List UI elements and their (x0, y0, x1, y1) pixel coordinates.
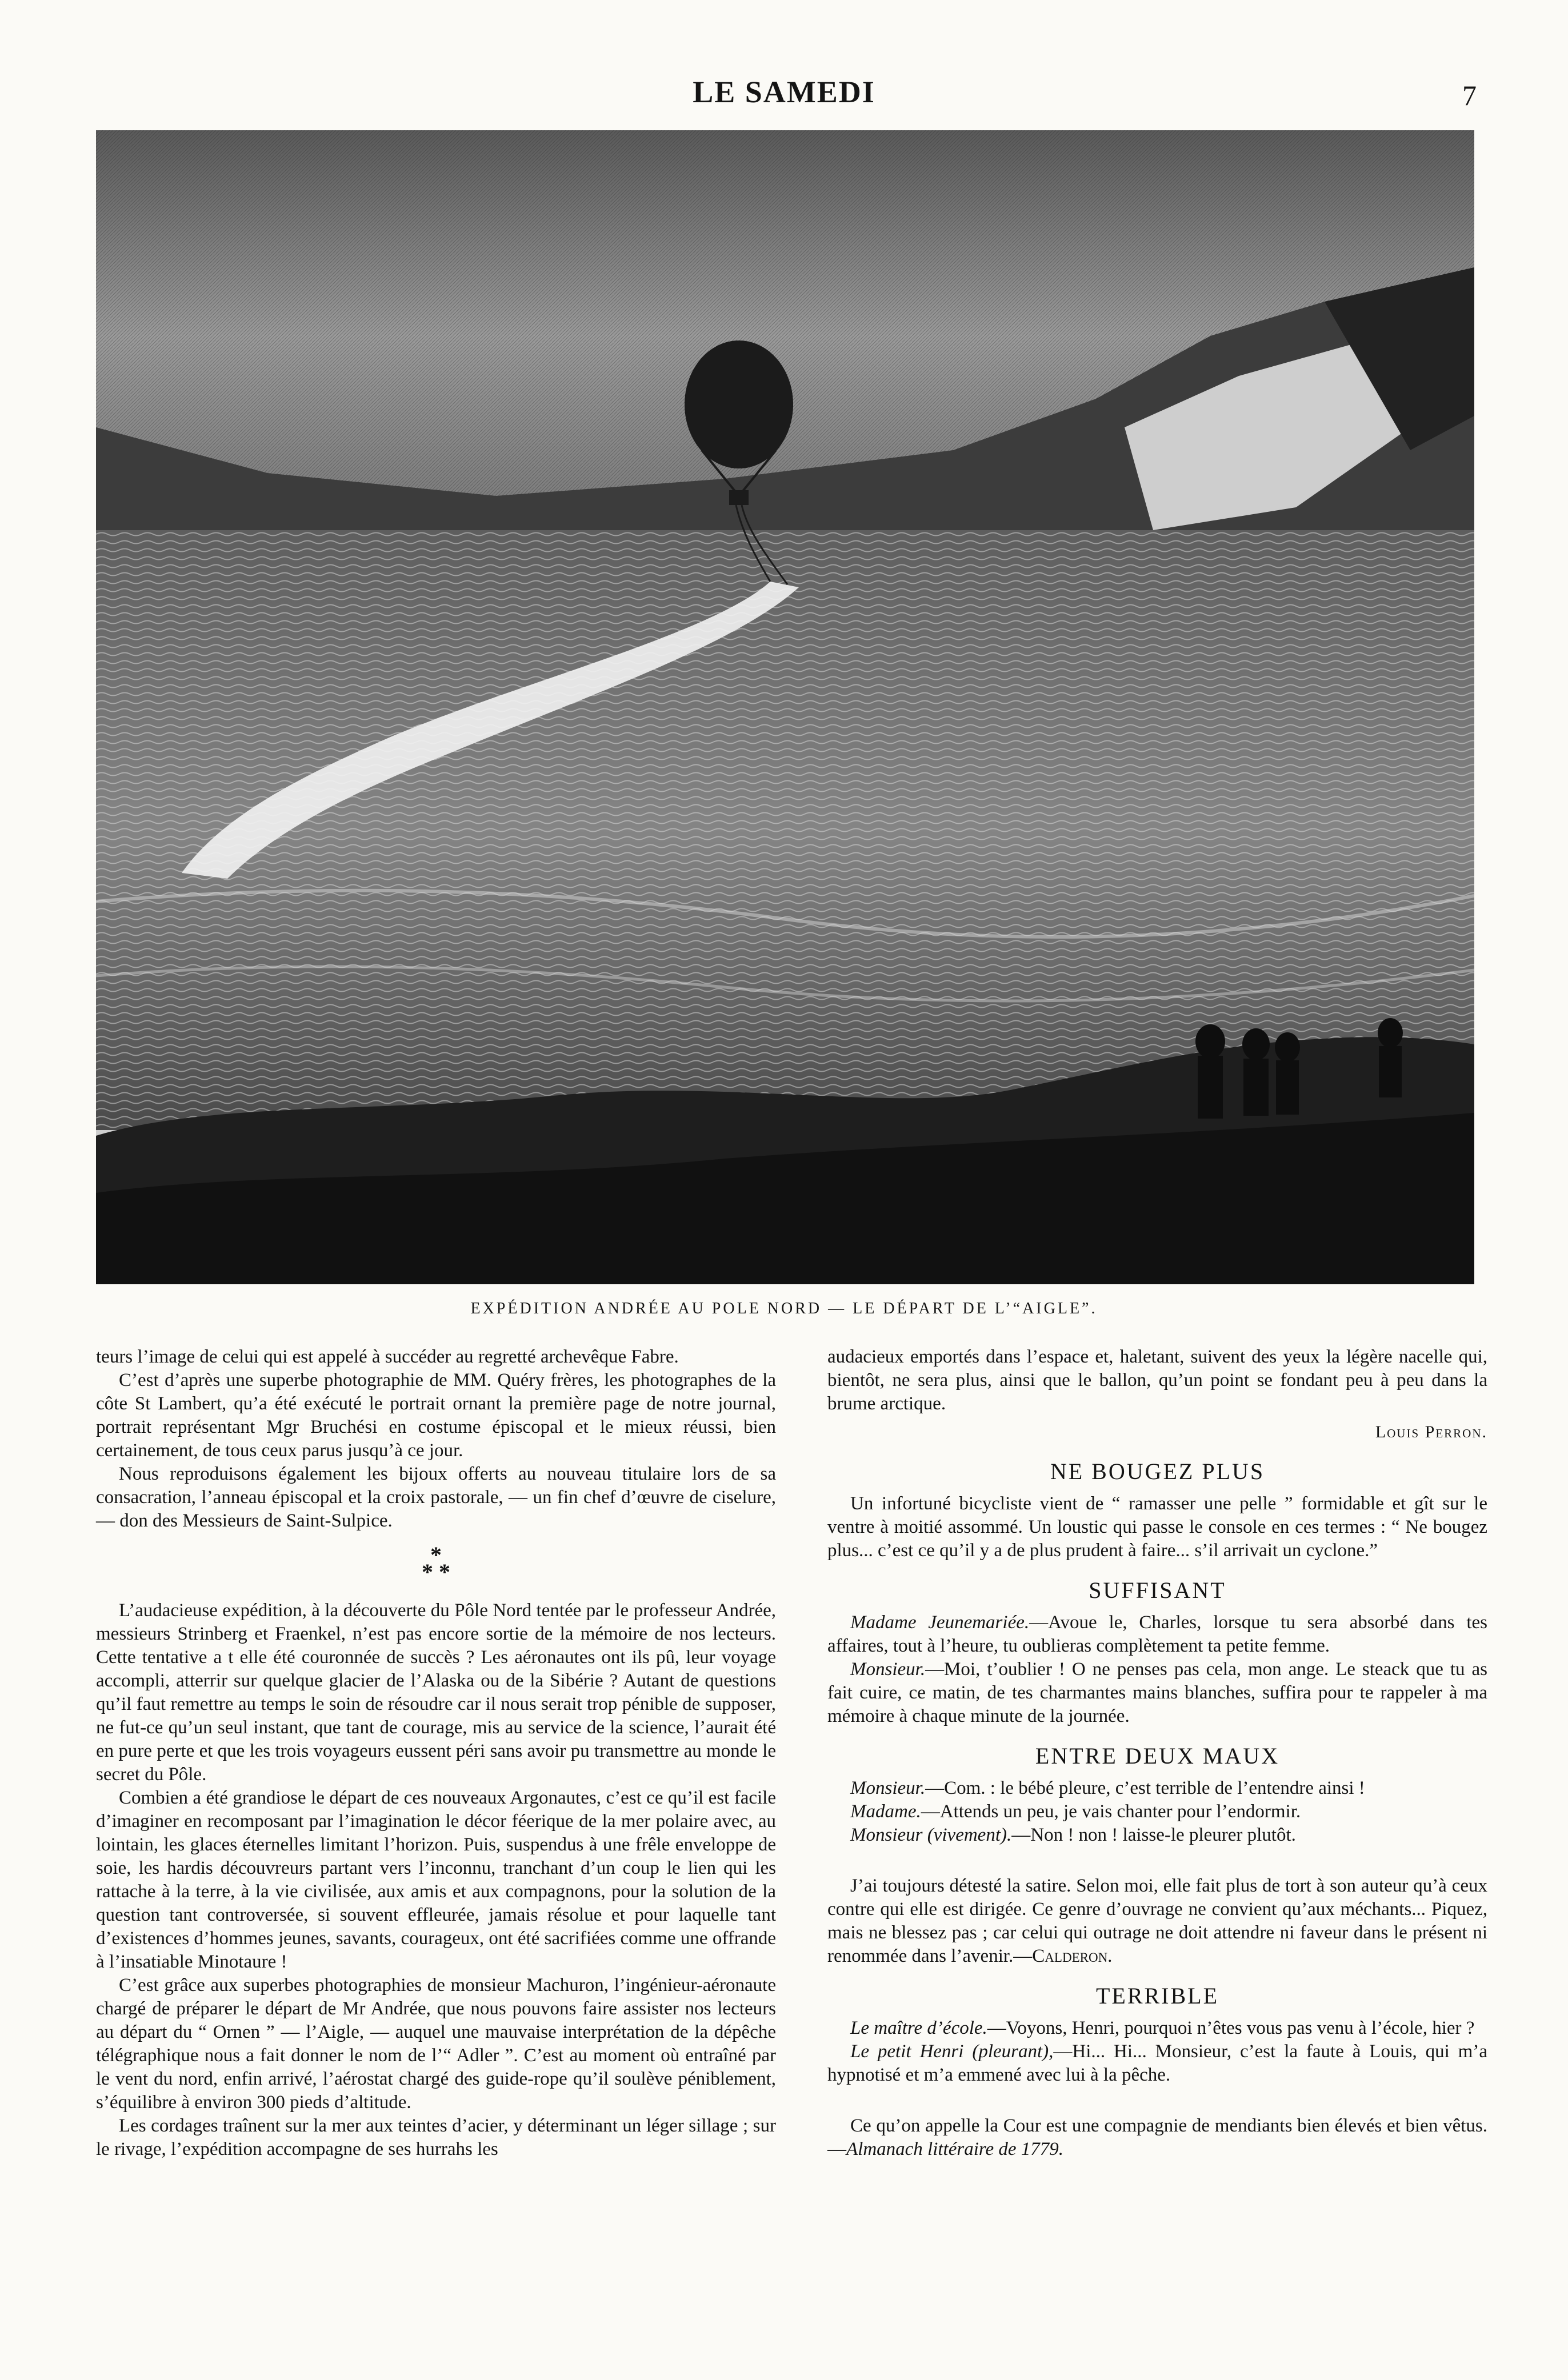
right-column (827, 1345, 1487, 2161)
dialogue-text: —Avoue le, Charles, lorsque tu sera absorbé dans tes affaires, tout à l’heure, tu oublieras complètement ta petite femme. (827, 1612, 1487, 1656)
newspaper-title: LE SAMEDI (693, 75, 875, 109)
quotation (827, 2114, 1487, 2161)
speaker: Le maître d’école. (850, 2018, 987, 2038)
quotation-author: Calderon. (1032, 1946, 1113, 1966)
quotation-source: Almanach littéraire de 1779. (846, 2139, 1064, 2159)
dialogue-line (827, 1777, 1487, 1800)
polar-expedition-engraving (96, 130, 1474, 1284)
paragraph: Nous reproduisons également les bijoux offerts au nouveau titulaire lors de sa consacration, l’anneau épiscopal et la croix pastorale, — un fin chef d’œuvre de ciselure, — don des Messieurs de Saint-Sulpice. (96, 1464, 776, 1531)
speaker: Madame. (850, 1801, 921, 1822)
left-column (96, 1345, 776, 2161)
paragraph: Un infortuné bicycliste vient de “ ramasser une pelle ” formidable et gît sur le ventre à moitié assommé. Un loustic qui passe le console en ces termes : “ Ne bougez plus... c’est ce qu’il y a de plus prudent à faire... s’il arrivait un cyclone.” (827, 1493, 1487, 1561)
paragraph: C’est d’après une superbe photographie de MM. Quéry frères, les photographes de la côte St Lambert, qu’a été exécuté le portrait ornant la première page de notre journal, portrait représentant Mgr Bruchési en costume épiscopal et le mieux réussi, bien certainement, de tous ceux parus jusqu’à ce jour. (96, 1370, 776, 1461)
paragraph: Combien a été grandiose le départ de ces nouveaux Argonautes, c’est ce qu’il est facile d’imaginer en recomposant par l’imagination le décor féerique de la mer polaire avec, au lointain, les glaces éternelles limitant l’horizon. Puis, suspendus à une frêle enveloppe de soie, les hardis découvreurs partant vers l’inconnu, tranchant d’un coup le lien qui les rattache à la terre, à la vie civilisée, aux amis et aux compagnons, pour la solution de la question tant controversée, si souvent effleurée, jamais résolue et pour laquelle tant d’existences d’hommes jeunes, savants, courageux, ont été sacrifiées comme une offrande à l’insatiable Minotaure ! (96, 1788, 776, 1972)
paragraph: audacieux emportés dans l’espace et, haletant, suivent des yeux la légère nacelle qui, bientôt, ne sera plus, ainsi que le ballon, qu’un point se fondant peu à peu dans la brume arctique. (827, 1347, 1487, 1414)
paragraph: L’audacieuse expédition, à la découverte du Pôle Nord tentée par le professeur Andrée, messieurs Strinberg et Fraenkel, n’est pas encore sortie de la mémoire de nos lecteurs. Cette tentative a t elle été couronnée de succès ? Les aéronautes ont ils pû, leur voyage accompli, atterrir sur quelque glacier de l’Alaska ou de la Sibérie ? Autant de questions qu’il faut remettre au temps le soin de résoudre car il nous serait trop pénible de supposer, ne fut-ce qu’un seul instant, que tant de courage, mis au service de la science, l’aurait été en pure perte et que les trois voyageurs eussent péri sans avoir pu transmettre au monde le secret du Pôle. (96, 1600, 776, 1785)
illustration-caption: EXPÉDITION ANDRÉE AU POLE NORD — LE DÉPART DE L’“AIGLE”. (470, 1300, 1098, 1317)
author-signature: Louis Perron. (1375, 1423, 1487, 1441)
quotation-text: Ce qu’on appelle la Cour est une compagnie de mendiants bien élevés et bien vêtus.— (827, 2115, 1487, 2159)
page-number: 7 (1462, 79, 1477, 111)
section-title: ENTRE DEUX MAUX (1035, 1743, 1280, 1769)
paragraph: teurs l’image de celui qui est appelé à succéder au regretté archevêque Fabre. (96, 1347, 679, 1367)
dialogue-line (827, 1800, 1487, 1824)
asterism-separator: * * * (422, 1542, 450, 1585)
dialogue-text: —Attends un peu, je vais chanter pour l’endormir. (921, 1801, 1301, 1822)
dialogue-text: —Voyons, Henri, pourquoi n’êtes vous pas venu à l’école, hier ? (987, 2018, 1475, 2038)
dialogue-text: —Non ! non ! laisse-le pleurer plutôt. (1011, 1825, 1296, 1845)
quotation (827, 1874, 1487, 1968)
speaker: Monsieur (vivement). (850, 1825, 1012, 1845)
dialogue-line (827, 1824, 1487, 1847)
dialogue-line (827, 2017, 1487, 2040)
dialogue-text: —Moi, t’oublier ! O ne penses pas cela, mon ange. Le steack que tu as fait cuire, ce matin, de tes charmantes mains blanches, suffira pour te rappeler à ma mémoire à chaque minute de la journée. (827, 1659, 1487, 1726)
section-title: TERRIBLE (1095, 1983, 1219, 2009)
dialogue-text: —Com. : le bébé pleure, c’est terrible de l’entendre ainsi ! (925, 1778, 1365, 1798)
speaker: Le petit Henri (pleurant), (850, 2041, 1054, 2062)
section-title: NE BOUGEZ PLUS (1050, 1459, 1265, 1484)
engraving-illustration (96, 130, 1474, 1284)
paragraph: Les cordages traînent sur la mer aux teintes d’acier, y déterminant un léger sillage ; sur le rivage, l’expédition accompagne de ses hurrahs les (96, 2115, 776, 2159)
dialogue-line (827, 1658, 1487, 1728)
dialogue-text: —Hi... Hi... Monsieur, c’est la faute à Louis, qui m’a hypnotisé et m’a emmené avec lui à la pêche. (827, 2041, 1487, 2085)
dialogue-line (827, 2040, 1487, 2087)
speaker: Monsieur. (850, 1778, 926, 1798)
speaker: Monsieur. (850, 1659, 926, 1680)
quotation-text: J’ai toujours détesté la satire. Selon moi, elle fait plus de tort à son auteur qu’à ceux contre qui elle est dirigée. Ce genre d’ouvrage ne convient qu’aux méchants... Piquez, mais ne blessez pas ; car celui qui outrage ne doit attendre ni faveur dans le présent ni renommée dans l’avenir.— (827, 1876, 1487, 1966)
dialogue-line (827, 1611, 1487, 1658)
section-title: SUFFISANT (1089, 1577, 1226, 1603)
speaker: Madame Jeunemariée. (850, 1612, 1030, 1633)
paragraph: C’est grâce aux superbes photographies de monsieur Machuron, l’ingénieur-aéronaute chargé de préparer le départ de Mr Andrée, que nous pouvons faire assister nos lecteurs au départ du “ Ornen ” — l’Aigle, — auquel une mauvaise interprétation de la dépêche télégraphique nous a fait donner le nom de l’“ Adler ”. C’est au moment où entraîné par le vent du nord, enfin arrivé, l’aérostat chargé des guide-rope qu’il soulève péniblement, s’équilibre à environ 300 pieds d’altitude. (96, 1975, 776, 2113)
